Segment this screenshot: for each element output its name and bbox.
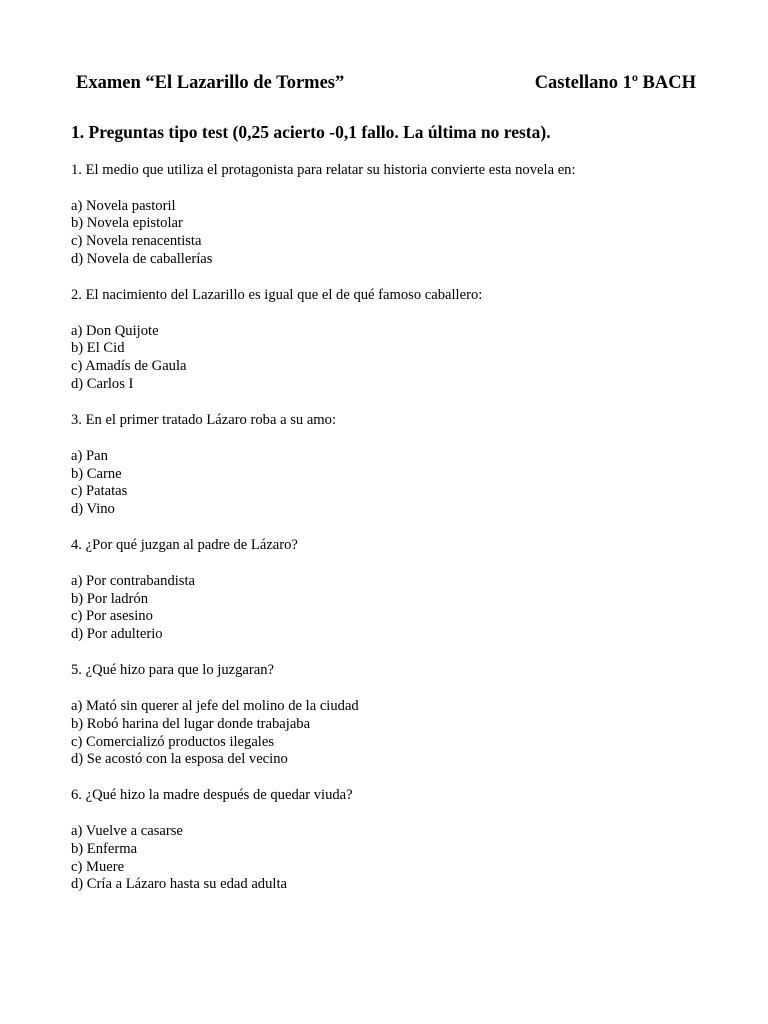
section-title: 1. Preguntas tipo test (0,25 acierto -0,1 fallo. La última no resta). xyxy=(71,122,551,142)
question-text: 3. En el primer tratado Lázaro roba a su amo: xyxy=(71,412,337,429)
question-text: 5. ¿Qué hizo para que lo juzgaran? xyxy=(71,662,275,679)
question-3 xyxy=(71,412,711,519)
option-a: a) Vuelve a casarse xyxy=(71,822,183,839)
option-b: b) Novela epistolar xyxy=(71,215,183,232)
option-b: b) Por ladrón xyxy=(71,590,149,607)
option-d: d) Por adulterio xyxy=(71,626,163,643)
question-text: 1. El medio que utiliza el protagonista para relatar su historia convierte esta novela en: xyxy=(71,162,576,178)
option-a: a) Don Quijote xyxy=(71,322,159,339)
question-1 xyxy=(71,162,711,269)
option-c: c) Amadís de Gaula xyxy=(71,358,187,375)
course-label: Castellano 1º BACH xyxy=(534,73,696,93)
option-c: c) Muere xyxy=(71,858,125,875)
option-d: d) Se acostó con la esposa del vecino xyxy=(71,751,288,768)
question-4 xyxy=(71,537,711,644)
option-a: a) Por contrabandista xyxy=(71,572,196,589)
option-d: d) Novela de caballerías xyxy=(71,250,213,267)
option-a: a) Mató sin querer al jefe del molino de la ciudad xyxy=(71,697,359,714)
option-c: c) Por asesino xyxy=(71,608,153,625)
option-c: c) Patatas xyxy=(71,483,128,500)
option-a: a) Novela pastoril xyxy=(71,197,176,214)
option-b: b) El Cid xyxy=(71,340,125,357)
option-a: a) Pan xyxy=(71,447,108,464)
question-6 xyxy=(71,787,711,894)
option-d: d) Cría a Lázaro hasta su edad adulta xyxy=(71,876,287,893)
question-list xyxy=(71,162,711,912)
option-c: c) Novela renacentista xyxy=(71,233,202,250)
page-header xyxy=(76,73,696,97)
question-5 xyxy=(71,662,711,769)
option-d: d) Vino xyxy=(71,501,115,518)
question-text: 6. ¿Qué hizo la madre después de quedar viuda? xyxy=(71,787,353,804)
option-c: c) Comercializó productos ilegales xyxy=(71,733,275,750)
option-b: b) Robó harina del lugar donde trabajaba xyxy=(71,715,311,732)
option-b: b) Enferma xyxy=(71,840,138,857)
exam-title: Examen “El Lazarillo de Tormes” xyxy=(76,73,345,93)
option-b: b) Carne xyxy=(71,465,122,482)
question-text: 4. ¿Por qué juzgan al padre de Lázaro? xyxy=(71,537,298,554)
question-2 xyxy=(71,287,711,394)
question-text: 2. El nacimiento del Lazarillo es igual que el de qué famoso caballero: xyxy=(71,287,483,304)
option-d: d) Carlos I xyxy=(71,376,134,393)
